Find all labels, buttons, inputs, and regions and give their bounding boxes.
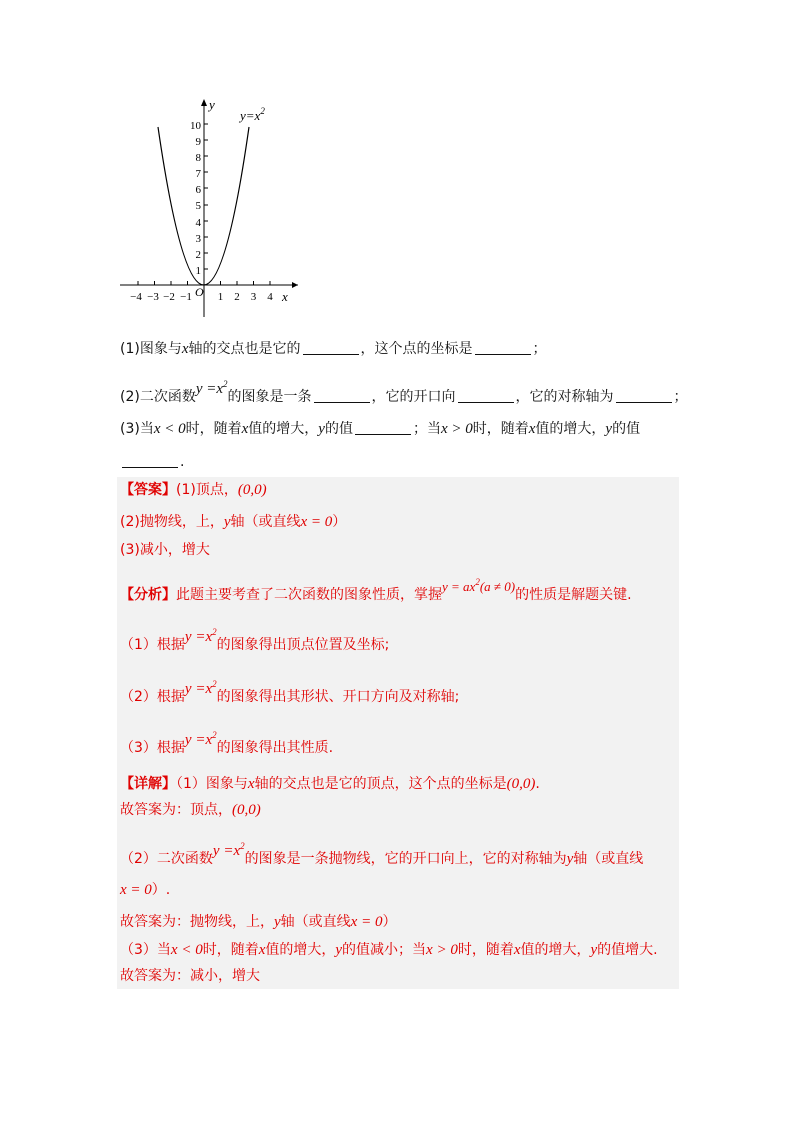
question-2: (2)二次函数$y =x^2$的图象是一条 ，它的开口向 ，它的对称轴为 ； — [120, 379, 688, 405]
detail-line-3: （3）当x < 0时，随着x值的增大，y的值减小；当x > 0时，随着x值的增大，y的值增大. — [120, 942, 658, 958]
y-tick-label: 6 — [195, 184, 201, 196]
answer-blank[interactable] — [458, 388, 514, 403]
analysis-line-2: （2）根据$y =x^2$的图象得出其形状、开口方向及对称轴; — [120, 679, 460, 705]
y-tick-label: 1 — [195, 265, 201, 277]
answer-line-3: (3)减小，增大 — [120, 542, 210, 558]
answer-blank[interactable] — [475, 340, 531, 355]
answer-blank[interactable] — [314, 388, 370, 403]
origin-label: O — [195, 285, 204, 299]
x-axis-arrow-icon — [292, 282, 298, 288]
analysis-line-0: 【分析】此题主要考查了二次函数的图象性质，掌握$y = ax^2(a \ne 0)$的性质是解题关键. — [120, 577, 632, 603]
answer-blank[interactable] — [616, 388, 672, 403]
detail-line-1: 【详解】（1）图象与x轴的交点也是它的顶点，这个点的坐标是(0,0). — [120, 776, 540, 792]
answer-line-1: 【答案】(1)顶点，(0,0) — [120, 482, 267, 498]
y-tick-marks — [204, 124, 208, 269]
curve-label: $y=x^2$ — [240, 106, 265, 123]
y-tick-label: 5 — [195, 200, 201, 212]
x-tick-label: 3 — [250, 291, 257, 303]
y-tick-label: 9 — [195, 136, 201, 148]
y-axis-label: y — [209, 97, 215, 112]
detail-line-1-answer: 故答案为：顶点，(0,0) — [120, 802, 261, 818]
analysis-line-1: （1）根据$y =x^2$的图象得出顶点位置及坐标; — [120, 627, 390, 653]
y-axis-arrow-icon — [201, 99, 207, 106]
detail-line-2-cont: x = 0）. — [120, 882, 171, 898]
detail-line-2-answer: 故答案为：抛物线，上，y轴（或直线x = 0） — [120, 914, 397, 930]
question-3: (3)当x < 0时，随着x值的增大，y的值 ；当x > 0时，随着x值的增大，y的值 — [120, 421, 641, 437]
detail-line-2: （2）二次函数$y =x^2$的图象是一条抛物线，它的开口向上，它的对称轴为y轴（或直线 — [120, 841, 644, 867]
analysis-line-3: （3）根据$y =x^2$的图象得出其性质. — [120, 730, 334, 756]
answer-blank[interactable] — [122, 453, 178, 468]
x-tick-label: 2 — [234, 291, 240, 303]
question-3-cont: . — [120, 452, 184, 472]
y-tick-label: 3 — [195, 233, 201, 245]
y-tick-label: 10 — [190, 120, 201, 132]
x-axis-label: x — [282, 289, 288, 304]
x-tick-label: 4 — [267, 291, 273, 303]
y-tick-label: 2 — [195, 249, 201, 261]
y-tick-label: 7 — [195, 168, 201, 180]
x-tick-label: −2 — [163, 291, 175, 303]
detail-line-3-answer: 故答案为：减小，增大 — [120, 968, 260, 984]
parabola-graph — [112, 95, 312, 320]
x-tick-label: 1 — [217, 291, 224, 303]
question-1: (1)图象与x轴的交点也是它的 ，这个点的坐标是 ； — [120, 341, 547, 357]
answer-line-2: (2)抛物线，上，y轴（或直线x = 0） — [120, 514, 347, 530]
y-tick-label: 4 — [195, 217, 201, 229]
answer-blank[interactable] — [303, 340, 359, 355]
y-tick-label: 8 — [195, 152, 201, 164]
answer-blank[interactable] — [355, 420, 411, 435]
x-tick-label: −3 — [147, 291, 159, 303]
x-tick-label: −4 — [130, 291, 142, 303]
x-tick-label: −1 — [180, 291, 192, 303]
